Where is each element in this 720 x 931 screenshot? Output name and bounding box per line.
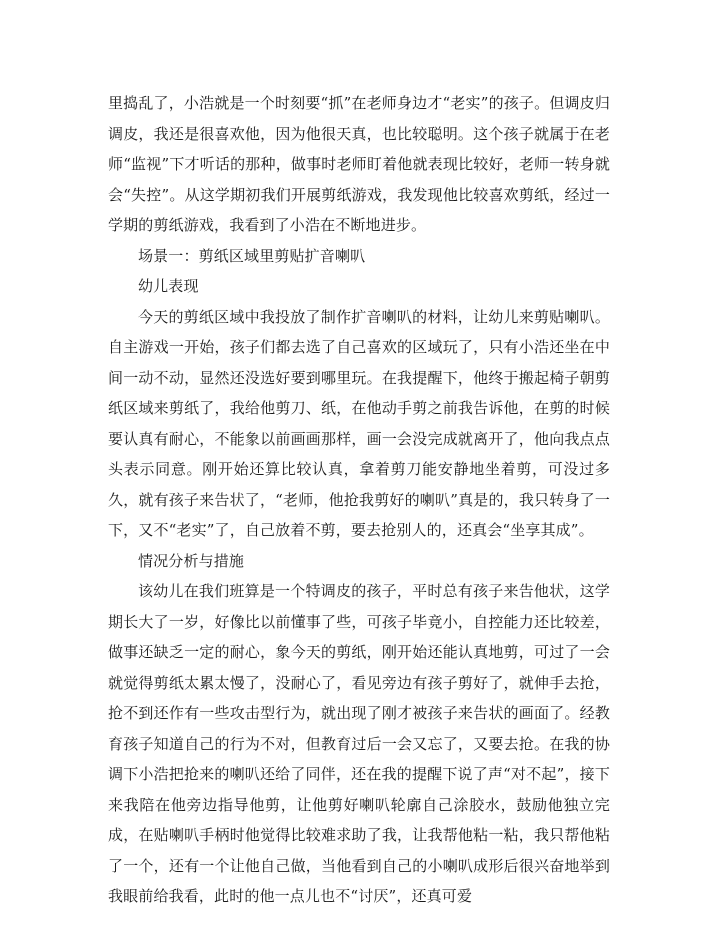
paragraph-performance: 今天的剪纸区域中我投放了制作扩音喇叭的材料，让幼儿来剪贴喇叭。自主游戏一开始，孩子们都去选了自己喜欢的区域玩了，只有小浩还坐在中间一动不动，显然还没选好要到哪里玩。在我提醒下，他终于搬起椅子朝剪纸区域来剪纸了，我给他剪刀、纸，在他动手剪之前我告诉他，在剪的时候要认真有耐心，不能象以前画画那样，画一会没完成就离开了，他向我点点头表示同意。刚开始还算比较认真，拿着剪刀能安静地坐着剪，可没过多久，就有孩子来告状了，“老师，他抢我剪好的喇叭”真是的，我只转身了一下，又不“老实”了，自己放着不剪，要去抢别人的，还真会“坐享其成”。 (108, 307, 610, 539)
document-page (108, 88, 610, 912)
analysis-heading: 情况分析与措施 (138, 551, 245, 570)
child-performance-heading: 幼儿表现 (138, 277, 199, 295)
paragraph-analysis: 该幼儿在我们班算是一个特调皮的孩子，平时总有孩子来告他状，这学期长大了一岁，好像比以前懂事了些，可孩子毕竟小，自控能力还比较差，做事还缺乏一定的耐心，象今天的剪纸，刚开始还能认真地剪，可过了一会就觉得剪纸太累太慢了，没耐心了，看见旁边有孩子剪好了，就伸手去抢，抢不到还作有一些攻击型行为，就出现了刚才被孩子来告状的画面了。经教育孩子知道自己的行为不对，但教育过后一会又忘了，又要去抢。在我的协调下小浩把抢来的喇叭还给了同伴，还在我的提醒下说了声“对不起”，接下来我陪在他旁边指导他剪，让他剪好喇叭轮廓自己涂胶水，鼓励他独立完成，在贴喇叭手柄时他觉得比较难求助了我，让我帮他粘一粘，我只帮他粘了一个，还有一个让他自己做，当他看到自己的小喇叭成形后很兴奋地举到我眼前给我看，此时的他一点儿也不“讨厌”，还真可爱 (108, 582, 610, 905)
scene-heading: 场景一：剪纸区域里剪贴扩音喇叭 (138, 246, 366, 265)
paragraph-intro: 里捣乱了，小浩就是一个时刻要“抓”在老师身边才“老实”的孩子。但调皮归调皮，我还是很喜欢他，因为他很天真，也比较聪明。这个孩子就属于在老师“监视”下才听话的那种，做事时老师盯着他就表现比较好，老师一转身就会“失控”。从这学期初我们开展剪纸游戏，我发现他比较喜欢剪纸，经过一学期的剪纸游戏，我看到了小浩在不断地进步。 (108, 94, 610, 234)
